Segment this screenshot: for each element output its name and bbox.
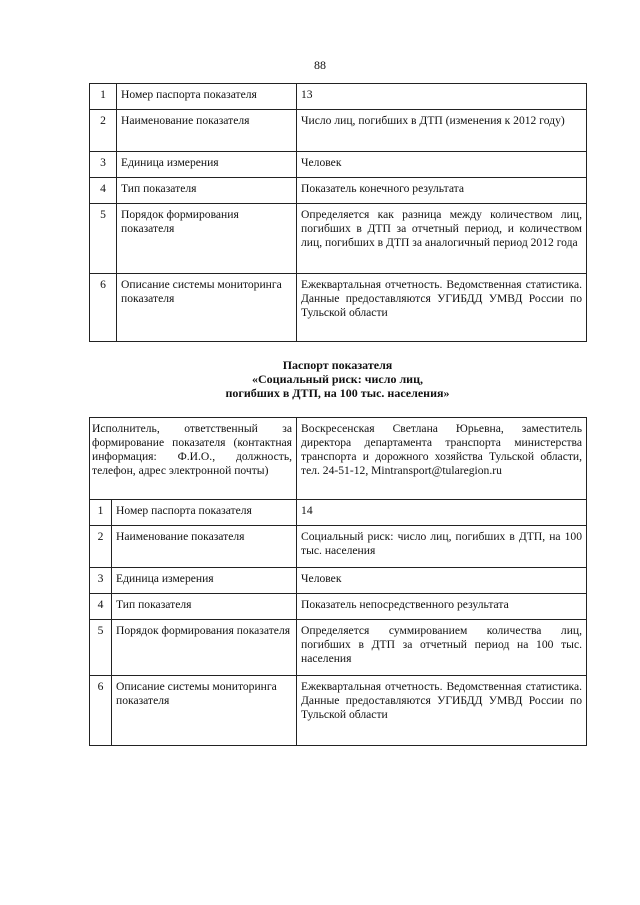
table-row bbox=[90, 84, 587, 110]
row-value: 13 bbox=[297, 84, 587, 110]
row-number: 5 bbox=[90, 620, 112, 676]
table-row bbox=[90, 152, 587, 178]
row-label: Тип показателя bbox=[117, 178, 297, 204]
row-number: 6 bbox=[90, 274, 117, 342]
row-label: Наименование показателя bbox=[117, 110, 297, 152]
table-row bbox=[90, 274, 587, 342]
row-label: Тип показателя bbox=[112, 594, 297, 620]
row-number: 2 bbox=[90, 110, 117, 152]
row-value: 14 bbox=[297, 500, 587, 526]
row-label: Описание системы мониторинга показателя bbox=[117, 274, 297, 342]
row-label: Порядок формирования показателя bbox=[112, 620, 297, 676]
indicator-passport-table-13 bbox=[89, 83, 587, 342]
row-value: Определяется как разница между количеством лиц, погибших в ДТП за отчетный период, и количеством лиц, погибших в ДТП за аналогичный период 2012 года bbox=[297, 204, 587, 274]
row-value: Ежеквартальная отчетность. Ведомственная статистика. Данные предоставляются УГИБДД УМВД России по Тульской области bbox=[297, 676, 587, 746]
row-value: Человек bbox=[297, 152, 587, 178]
heading-line-3: погибших в ДТП, на 100 тыс. населения» bbox=[225, 386, 450, 400]
row-label: Единица измерения bbox=[112, 568, 297, 594]
row-number: 5 bbox=[90, 204, 117, 274]
table-row bbox=[90, 204, 587, 274]
row-label: Единица измерения bbox=[117, 152, 297, 178]
page-number: 88 bbox=[314, 58, 326, 72]
row-value: Показатель непосредственного результата bbox=[297, 594, 587, 620]
row-value: Показатель конечного результата bbox=[297, 178, 587, 204]
heading-line-1: Паспорт показателя bbox=[282, 358, 393, 372]
row-label: Описание системы мониторинга показателя bbox=[112, 676, 297, 746]
row-label: Номер паспорта показателя bbox=[117, 84, 297, 110]
row-number: 4 bbox=[90, 178, 117, 204]
row-value: Ежеквартальная отчетность. Ведомственная статистика. Данные предоставляются УГИБДД УМВД России по Тульской области bbox=[297, 274, 587, 342]
table-row bbox=[90, 178, 587, 204]
table-row bbox=[90, 594, 587, 620]
table-row bbox=[90, 500, 587, 526]
row-number: 6 bbox=[90, 676, 112, 746]
heading-line-2: «Социальный риск: число лиц, bbox=[252, 372, 423, 386]
table-row bbox=[90, 620, 587, 676]
row-label: Наименование показателя bbox=[112, 526, 297, 568]
row-value: Человек bbox=[297, 568, 587, 594]
row-value: Определяется суммированием количества лиц, погибших в ДТП за отчетный период на 100 тыс. населения bbox=[297, 620, 587, 676]
row-number: 3 bbox=[90, 568, 112, 594]
row-number: 1 bbox=[90, 84, 117, 110]
row-value: Социальный риск: число лиц, погибших в ДТП, на 100 тыс. населения bbox=[297, 526, 587, 568]
executor-row bbox=[90, 418, 587, 500]
row-label: Номер паспорта показателя bbox=[112, 500, 297, 526]
table-row bbox=[90, 568, 587, 594]
executor-label: Исполнитель, ответственный за формирование показателя (контактная информация: Ф.И.О., должность, телефон, адрес электронной почты) bbox=[90, 418, 297, 500]
row-label: Порядок формирования показателя bbox=[117, 204, 297, 274]
executor-value: Воскресенская Светлана Юрьевна, заместитель директора департамента транспорта министерства транспорта и дорожного хозяйства Тульской области, тел. 24-51-12, Mintransport@tularegion.ru bbox=[297, 418, 587, 500]
table-row bbox=[90, 526, 587, 568]
row-number: 1 bbox=[90, 500, 112, 526]
row-value: Число лиц, погибших в ДТП (изменения к 2012 году) bbox=[297, 110, 587, 152]
indicator-passport-table-14 bbox=[89, 417, 587, 746]
row-number: 2 bbox=[90, 526, 112, 568]
table-row bbox=[90, 110, 587, 152]
passport-heading bbox=[89, 358, 586, 400]
row-number: 3 bbox=[90, 152, 117, 178]
row-number: 4 bbox=[90, 594, 112, 620]
table-row bbox=[90, 676, 587, 746]
